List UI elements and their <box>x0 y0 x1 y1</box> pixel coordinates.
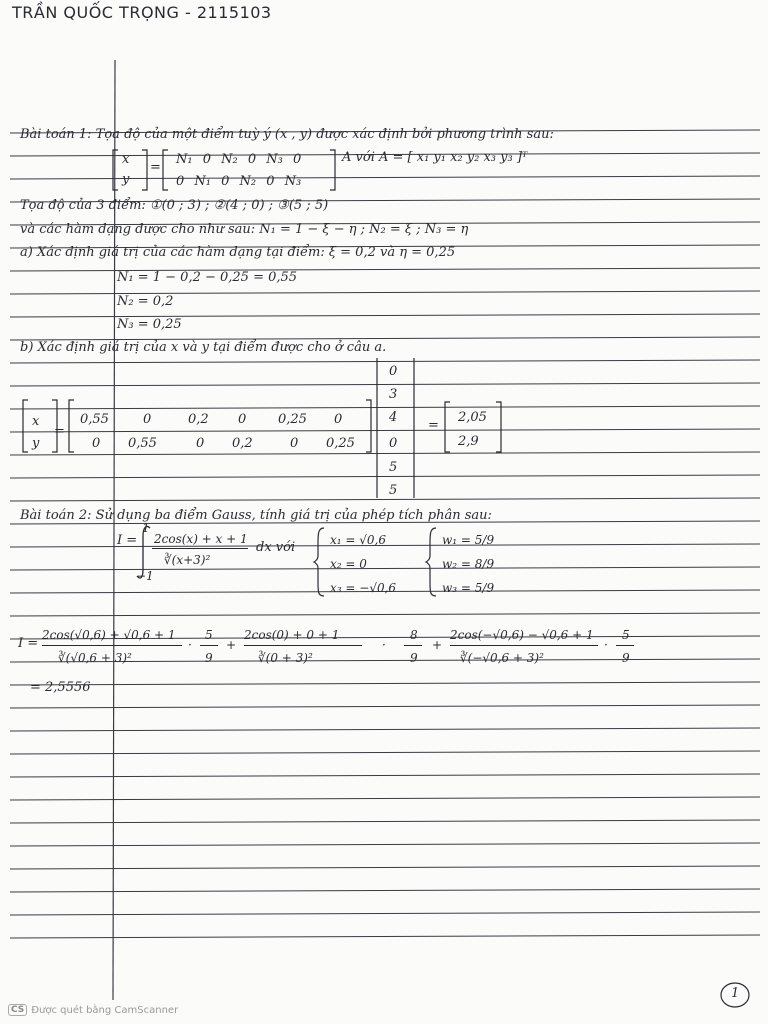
gauss-weight-w1: w₁ = 5/9 <box>442 533 495 547</box>
n-matrix-row1: N₁ 0 N₂ 0 N₃ 0 <box>176 152 302 167</box>
integral-upper-limit: 1 <box>142 521 150 535</box>
matrix-cell: 0,2 <box>188 412 209 427</box>
integrand-numerator: 2cos(x) + x + 1 <box>154 532 248 546</box>
matrix-cell: 0,2 <box>232 436 253 451</box>
dx-with: dx với <box>256 540 296 555</box>
term3-weight-bar <box>616 645 634 646</box>
integral-label: I = <box>117 533 138 548</box>
problem2-title: Bài toán 2: Sử dụng ba điểm Gauss, tính giá trị của phép tích phân sau: <box>20 508 492 523</box>
plus-sign: + <box>432 638 443 652</box>
term1-denominator: ∛(√0,6 + 3)² <box>58 651 132 665</box>
xy-vector-bracket <box>110 148 150 192</box>
a-vector-entry: 5 <box>389 483 398 498</box>
term1-numerator: 2cos(√0,6) + √0,6 + 1 <box>42 628 176 642</box>
matrix-cell: 0 <box>290 436 299 451</box>
equals-sign-result: = <box>428 418 439 433</box>
term1-fraction-bar <box>42 645 182 646</box>
term2-weight-bar <box>404 645 422 646</box>
dot: · <box>188 638 192 652</box>
integrand-denominator: ∛(x+3)² <box>164 553 211 567</box>
page-number: 1 <box>731 986 740 1001</box>
integrand-fraction-bar <box>152 548 248 549</box>
n3-value: N₃ = 0,25 <box>117 317 182 332</box>
n2-value: N₂ = 0,2 <box>117 294 174 309</box>
a-vector-definition: A với A = [ x₁ y₁ x₂ y₂ x₃ y₃ ]ᵀ <box>342 150 528 165</box>
dot: · <box>382 638 386 652</box>
gauss-point-x3: x₃ = −√0,6 <box>330 581 397 595</box>
camscanner-text: Được quét bằng CamScanner <box>31 1004 179 1016</box>
a-vector-entry: 0 <box>389 436 398 451</box>
matrix-cell: 0 <box>92 436 101 451</box>
part-a-title: a) Xác định giá trị của các hàm dạng tại điểm: ξ = 0,2 và η = 0,25 <box>20 245 456 260</box>
sum-label: I = <box>18 636 39 651</box>
term2-numerator: 2cos(0) + 0 + 1 <box>244 628 340 642</box>
student-name: TRẦN QUỐC TRỌNG - 2115103 <box>12 3 272 22</box>
gauss-point-x1: x₁ = √0,6 <box>330 533 386 547</box>
term1-weight-bar <box>200 645 218 646</box>
matrix-cell: 0,25 <box>278 412 307 427</box>
a-vector-entry: 0 <box>389 364 398 379</box>
equals-sign-b: = <box>54 424 65 439</box>
result-vector-x: x <box>32 414 40 429</box>
gauss-point-x2: x₂ = 0 <box>330 557 367 571</box>
n-matrix-row2: 0 N₁ 0 N₂ 0 N₃ <box>176 174 302 189</box>
part-b-title: b) Xác định giá trị của x và y tại điểm được cho ở câu a. <box>20 340 387 355</box>
term1-weight-num: 5 <box>205 628 213 642</box>
gauss-weight-w2: w₂ = 8/9 <box>442 557 495 571</box>
matrix-cell: 0,55 <box>128 436 157 451</box>
points-coordinates: Tọa độ của 3 điểm: ①(0 ; 3) ; ②(4 ; 0) ; ③(5 ; 5) <box>20 198 329 213</box>
term2-weight-num: 8 <box>410 628 418 642</box>
matrix-cell: 0 <box>196 436 205 451</box>
dot: · <box>604 638 608 652</box>
gauss-weights-brace <box>424 526 438 598</box>
a-vector-entry: 4 <box>389 410 398 425</box>
gauss-points-brace <box>312 526 326 598</box>
term3-denominator: ∛(−√0,6 + 3)² <box>460 651 544 665</box>
term3-numerator: 2cos(−√0,6) − √0,6 + 1 <box>450 628 594 642</box>
result-vector-y: y <box>32 436 40 451</box>
camscanner-watermark <box>8 1004 178 1016</box>
matrix-cell: 0,55 <box>80 412 109 427</box>
equals-sign: = <box>150 160 161 175</box>
a-vector-entry: 5 <box>389 460 398 475</box>
a-vector-entry: 3 <box>389 387 398 402</box>
term2-denominator: ∛(0 + 3)² <box>258 651 313 665</box>
integral-lower-limit: −1 <box>136 569 154 583</box>
term2-weight-den: 9 <box>410 651 418 665</box>
matrix-cell: 0 <box>334 412 343 427</box>
problem1-title: Bài toán 1: Tọa độ của một điểm tuỳ ý (x , y) được xác định bởi phương trình sau: <box>20 127 554 142</box>
vector-y: y <box>122 172 130 187</box>
matrix-cell: 0,25 <box>326 436 355 451</box>
plus-sign: + <box>226 638 237 652</box>
matrix-cell: 0 <box>143 412 152 427</box>
gauss-weight-w3: w₃ = 5/9 <box>442 581 495 595</box>
term3-weight-den: 9 <box>622 651 630 665</box>
result-x: 2,05 <box>458 410 487 425</box>
n1-value: N₁ = 1 − 0,2 − 0,25 = 0,55 <box>117 270 298 285</box>
term1-weight-den: 9 <box>205 651 213 665</box>
camscanner-logo: CS <box>8 1004 27 1016</box>
vector-x: x <box>122 152 130 167</box>
shape-functions: và các hàm dạng được cho như sau: N₁ = 1 − ξ − η ; N₂ = ξ ; N₃ = η <box>20 222 469 237</box>
term2-fraction-bar <box>244 645 362 646</box>
result-y: 2,9 <box>458 434 479 449</box>
term3-weight-num: 5 <box>622 628 630 642</box>
final-answer: = 2,5556 <box>30 680 91 695</box>
term3-fraction-bar <box>450 645 598 646</box>
matrix-cell: 0 <box>238 412 247 427</box>
